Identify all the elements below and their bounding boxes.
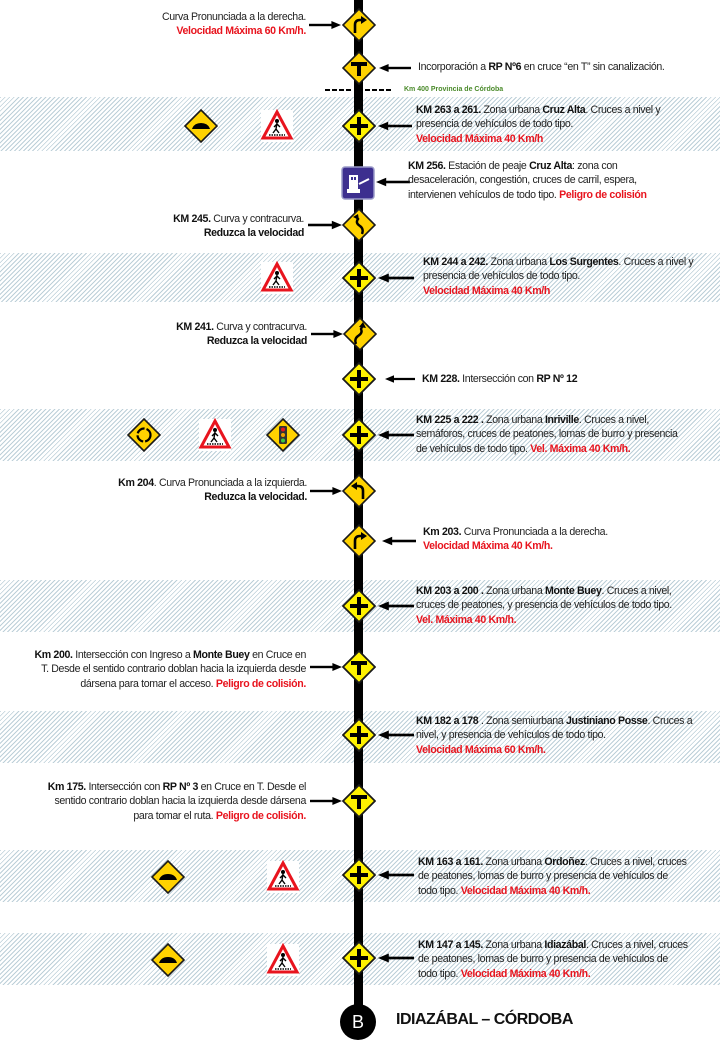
arrow-left-icon — [379, 63, 411, 73]
arrow-left-icon — [376, 177, 410, 187]
crossroad-icon — [342, 362, 376, 396]
pedestrian-crossing-icon — [260, 261, 294, 295]
arrow-right-icon — [308, 220, 342, 230]
pedestrian-crossing-icon — [198, 418, 232, 452]
arrow-left-icon — [378, 273, 414, 283]
entry-km203-curve-right: Km 203. Curva Pronunciada a la derecha. Velocidad Máxima 40 Km/h. — [423, 526, 608, 553]
entry-justiniano-posse-zone: KM 182 a 178 . Zona semiurbana Justiniano Posse. Cruces a nivel, y presencia de vehículos de todo tipo. Velocidad Máxima 60 Km/h. — [416, 715, 693, 756]
pedestrian-crossing-icon — [266, 860, 300, 894]
crossroad-icon — [342, 718, 376, 752]
entry-km241-winding-road: KM 241. Curva y contracurva. Reduzca la velocidad — [176, 321, 307, 348]
speed-bump-icon — [151, 943, 185, 977]
arrow-right-icon — [310, 486, 342, 496]
entry-monte-buey-urban-zone: KM 203 a 200 . Zona urbana Monte Buey. Cruces a nivel, cruces de peatones, y presencia de vehículos de todo tipo. Vel. Máxima 40 Km/h. — [416, 585, 672, 626]
traffic-light-icon — [266, 418, 300, 452]
province-border-label: Km 400 Provincia de Córdoba — [404, 86, 504, 93]
entry-ordonez-urban-zone: KM 163 a 161. Zona urbana Ordoñez. Cruces a nivel, cruces de peatones, lomas de burro y presencia de vehículos de todo tipo. Velocidad Máxima 40 Km/h. — [418, 856, 687, 897]
entry-km200-monte-buey-junction: Km 200. Intersección con Ingreso a Monte Buey en Cruce en T. Desde el sentido contrario doblan hacia la izquierda desde dársena para tomar el acceso. Peligro de colisión. — [34, 649, 306, 690]
curve-right-icon — [342, 524, 376, 558]
entry-rp6-junction: Incorporación a RP Nº6 en cruce “en T” sin canalización. — [418, 61, 665, 73]
crossroad-icon — [342, 858, 376, 892]
end-marker-b: B — [340, 1004, 376, 1040]
province-border-dash-right — [365, 89, 393, 91]
crossroad-icon — [342, 418, 376, 452]
toll-booth-icon — [341, 166, 375, 200]
arrow-left-icon — [378, 870, 414, 880]
arrow-right-icon — [310, 796, 342, 806]
pedestrian-crossing-icon — [260, 109, 294, 143]
t-junction-icon — [342, 51, 376, 85]
arrow-right-icon — [310, 662, 342, 672]
pedestrian-crossing-icon — [266, 943, 300, 977]
entry-inriville-urban-zone: KM 225 a 222 . Zona urbana Inriville. Cruces a nivel, semáforos, cruces de peatones, lomas de burro y presencia de vehículos de todo tipo. Vel. Máxima 40 Km/h. — [416, 414, 678, 455]
entry-km175-rp3-junction: Km 175. Intersección con RP Nº 3 en Cruce en T. Desde el sentido contrario doblan hacia la izquierda desde dársena para tomar el ruta. Peligro de colisión. — [47, 781, 306, 822]
speed-bump-icon — [151, 860, 185, 894]
crossroad-icon — [342, 261, 376, 295]
arrow-left-icon — [382, 536, 416, 546]
arrow-right-icon — [311, 329, 343, 339]
crossroad-icon — [342, 589, 376, 623]
winding-road-left-icon — [342, 208, 376, 242]
winding-road-right-icon — [343, 317, 377, 351]
route-end-title: IDIAZÁBAL – CÓRDOBA — [396, 1011, 573, 1028]
arrow-left-icon — [378, 601, 414, 611]
province-border-dash-left — [325, 89, 353, 91]
entry-km204-curve-left: Km 204. Curva Pronunciada a la izquierda. Reduzca la velocidad. — [118, 477, 307, 504]
roundabout-icon — [127, 418, 161, 452]
crossroad-icon — [342, 109, 376, 143]
arrow-left-icon — [378, 953, 414, 963]
speed-bump-icon — [184, 109, 218, 143]
arrow-left-icon — [378, 730, 414, 740]
arrow-left-icon — [378, 430, 414, 440]
arrow-left-icon — [378, 121, 412, 131]
crossroad-icon — [342, 941, 376, 975]
arrow-left-icon — [385, 374, 415, 384]
arrow-right-icon — [309, 20, 341, 30]
entry-idiazabal-urban-zone: KM 147 a 145. Zona urbana Idiazábal. Cruces a nivel, cruces de peatones, lomas de burro y presencia de vehículos de todo tipo. Velocidad Máxima 40 Km/h. — [418, 939, 688, 980]
entry-km228-rp12-intersection: KM 228. Intersección con RP Nº 12 — [422, 373, 578, 385]
t-junction-icon — [342, 784, 376, 818]
curve-left-icon — [342, 474, 376, 508]
entry-toll-cruz-alta: KM 256. Estación de peaje Cruz Alta: zona con desaceleración, congestión, cruces de carril, espera, intervienen vehículos de todo tipo. Peligro de colisión — [408, 160, 647, 201]
entry-km245-winding-road: KM 245. Curva y contracurva. Reduzca la velocidad — [173, 213, 304, 240]
entry-curve-right-1: Curva Pronunciada a la derecha. Velocidad Máxima 60 Km/h. — [161, 11, 306, 38]
curve-right-icon — [342, 8, 376, 42]
t-junction-icon — [342, 650, 376, 684]
entry-los-surgentes-urban-zone: KM 244 a 242. Zona urbana Los Surgentes. Cruces a nivel y presencia de vehículos de todo tipo. Velocidad Máxima 40 Km/h — [423, 256, 694, 297]
entry-cruz-alta-urban-zone: KM 263 a 261. Zona urbana Cruz Alta. Cruces a nivel y presencia de vehículos de todo tipo. Velocidad Máxima 40 Km/h — [416, 104, 661, 145]
